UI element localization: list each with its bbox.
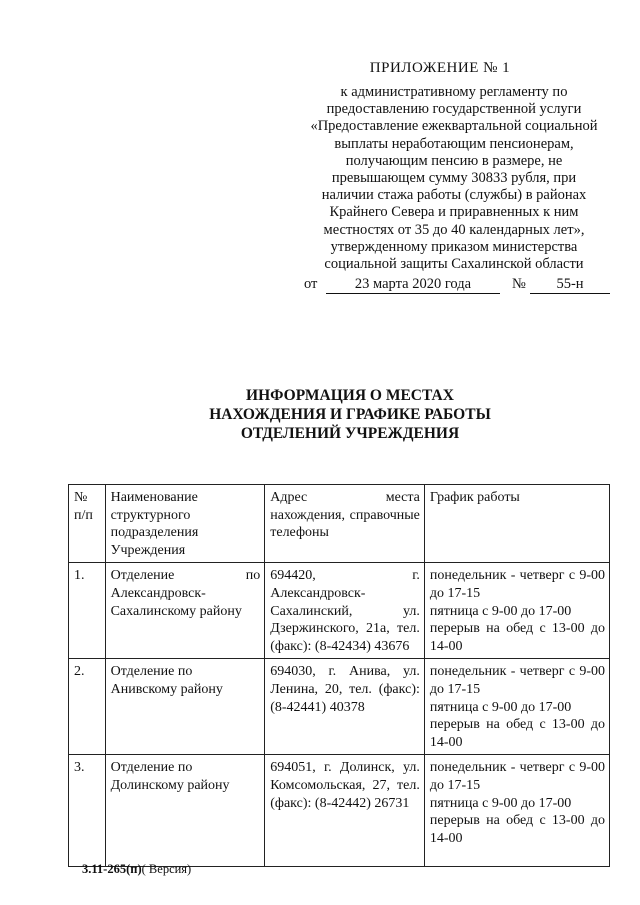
footer-version: ( Версия) (141, 862, 192, 876)
schedule-lunch: перерыв на обед с 13-00 до 14-00 (429, 813, 605, 846)
heading-line: НАХОЖДЕНИЯ И ГРАФИКЕ РАБОТЫ (209, 406, 491, 423)
appendix-line: получающим пенсию в размере, не (345, 152, 563, 169)
table-row (69, 755, 610, 867)
document-footer (82, 862, 191, 877)
row-num: 3. (69, 755, 106, 867)
table-row (69, 563, 610, 659)
appendix-line: Крайнего Севера и приравненных к ним (329, 204, 579, 221)
order-number: 55-н (530, 276, 610, 294)
document-heading (180, 386, 520, 443)
schedule-weekdays: понедельник - четверг с 9-00 до 17-15 (429, 568, 605, 601)
header-schedule: График работы (424, 485, 609, 563)
row-address: 694030, г. Анива, ул. Ленина, 20, тел. (факс): (8-42441) 40378 (265, 659, 425, 755)
row-num: 2. (69, 659, 106, 755)
schedule-friday: пятница с 9-00 до 17-00 (429, 795, 572, 811)
heading-line: ИНФОРМАЦИЯ О МЕСТАХ (246, 387, 454, 404)
order-from-label: от (304, 276, 318, 292)
appendix-line: местностях от 35 до 40 календарных лет», (323, 221, 585, 238)
row-address: 694420, г. Александровск-Сахалинский, ул. Дзержинского, 21а, тел. (факс): (8-42434) 43676 (265, 563, 425, 659)
table-header-row (69, 485, 610, 563)
appendix-line: к административному регламенту по (340, 84, 568, 100)
heading-line: ОТДЕЛЕНИЙ УЧРЕЖДЕНИЯ (240, 425, 460, 442)
appendix-line: выплаты неработающим пенсионерам, (334, 135, 574, 152)
header-num: № п/п (69, 485, 106, 563)
row-num: 1. (69, 563, 106, 659)
footer-code: 3.11-265(п) (82, 862, 142, 876)
row-branch-name: Отделение по Долинскому району (105, 755, 265, 867)
appendix-line: предоставлению государственной услуги (326, 101, 582, 118)
schedule-friday: пятница с 9-00 до 17-00 (429, 699, 572, 715)
order-reference (304, 276, 616, 296)
table-row (69, 659, 610, 755)
appendix-title: ПРИЛОЖЕНИЕ № 1 (369, 60, 511, 76)
row-schedule (424, 755, 609, 867)
header-address: Адрес места нахождения, справочные телефоны (265, 485, 425, 563)
order-date: 23 марта 2020 года (326, 276, 500, 294)
header-name: Наименование структурного подразделения Учреждения (105, 485, 265, 563)
row-branch-name: Отделение по Анивскому району (105, 659, 265, 755)
appendix-line: «Предоставление ежеквартальной социальной (310, 118, 598, 135)
schedule-lunch: перерыв на обед с 13-00 до 14-00 (429, 621, 605, 654)
appendix-line: наличии стажа работы (службы) в районах (321, 187, 587, 204)
appendix-line: превышающем сумму 30833 рубля, при (331, 170, 577, 187)
schedule-lunch: перерыв на обед с 13-00 до 14-00 (429, 717, 605, 750)
order-number-label: № (512, 276, 526, 292)
row-address: 694051, г. Долинск, ул. Комсомольская, 27, тел. (факс): (8-42442) 26731 (265, 755, 425, 867)
appendix-line: социальной защиты Сахалинской области (324, 256, 584, 273)
schedule-weekdays: понедельник - четверг с 9-00 до 17-15 (429, 760, 605, 793)
row-branch-name: Отделение по Александровск-Сахалинскому району (105, 563, 265, 659)
appendix-description (294, 84, 614, 273)
row-schedule (424, 563, 609, 659)
schedule-weekdays: понедельник - четверг с 9-00 до 17-15 (429, 664, 605, 697)
appendix-line: утвержденному приказом министерства (330, 238, 578, 255)
row-schedule (424, 659, 609, 755)
branches-table (68, 484, 610, 867)
schedule-friday: пятница с 9-00 до 17-00 (429, 603, 572, 619)
